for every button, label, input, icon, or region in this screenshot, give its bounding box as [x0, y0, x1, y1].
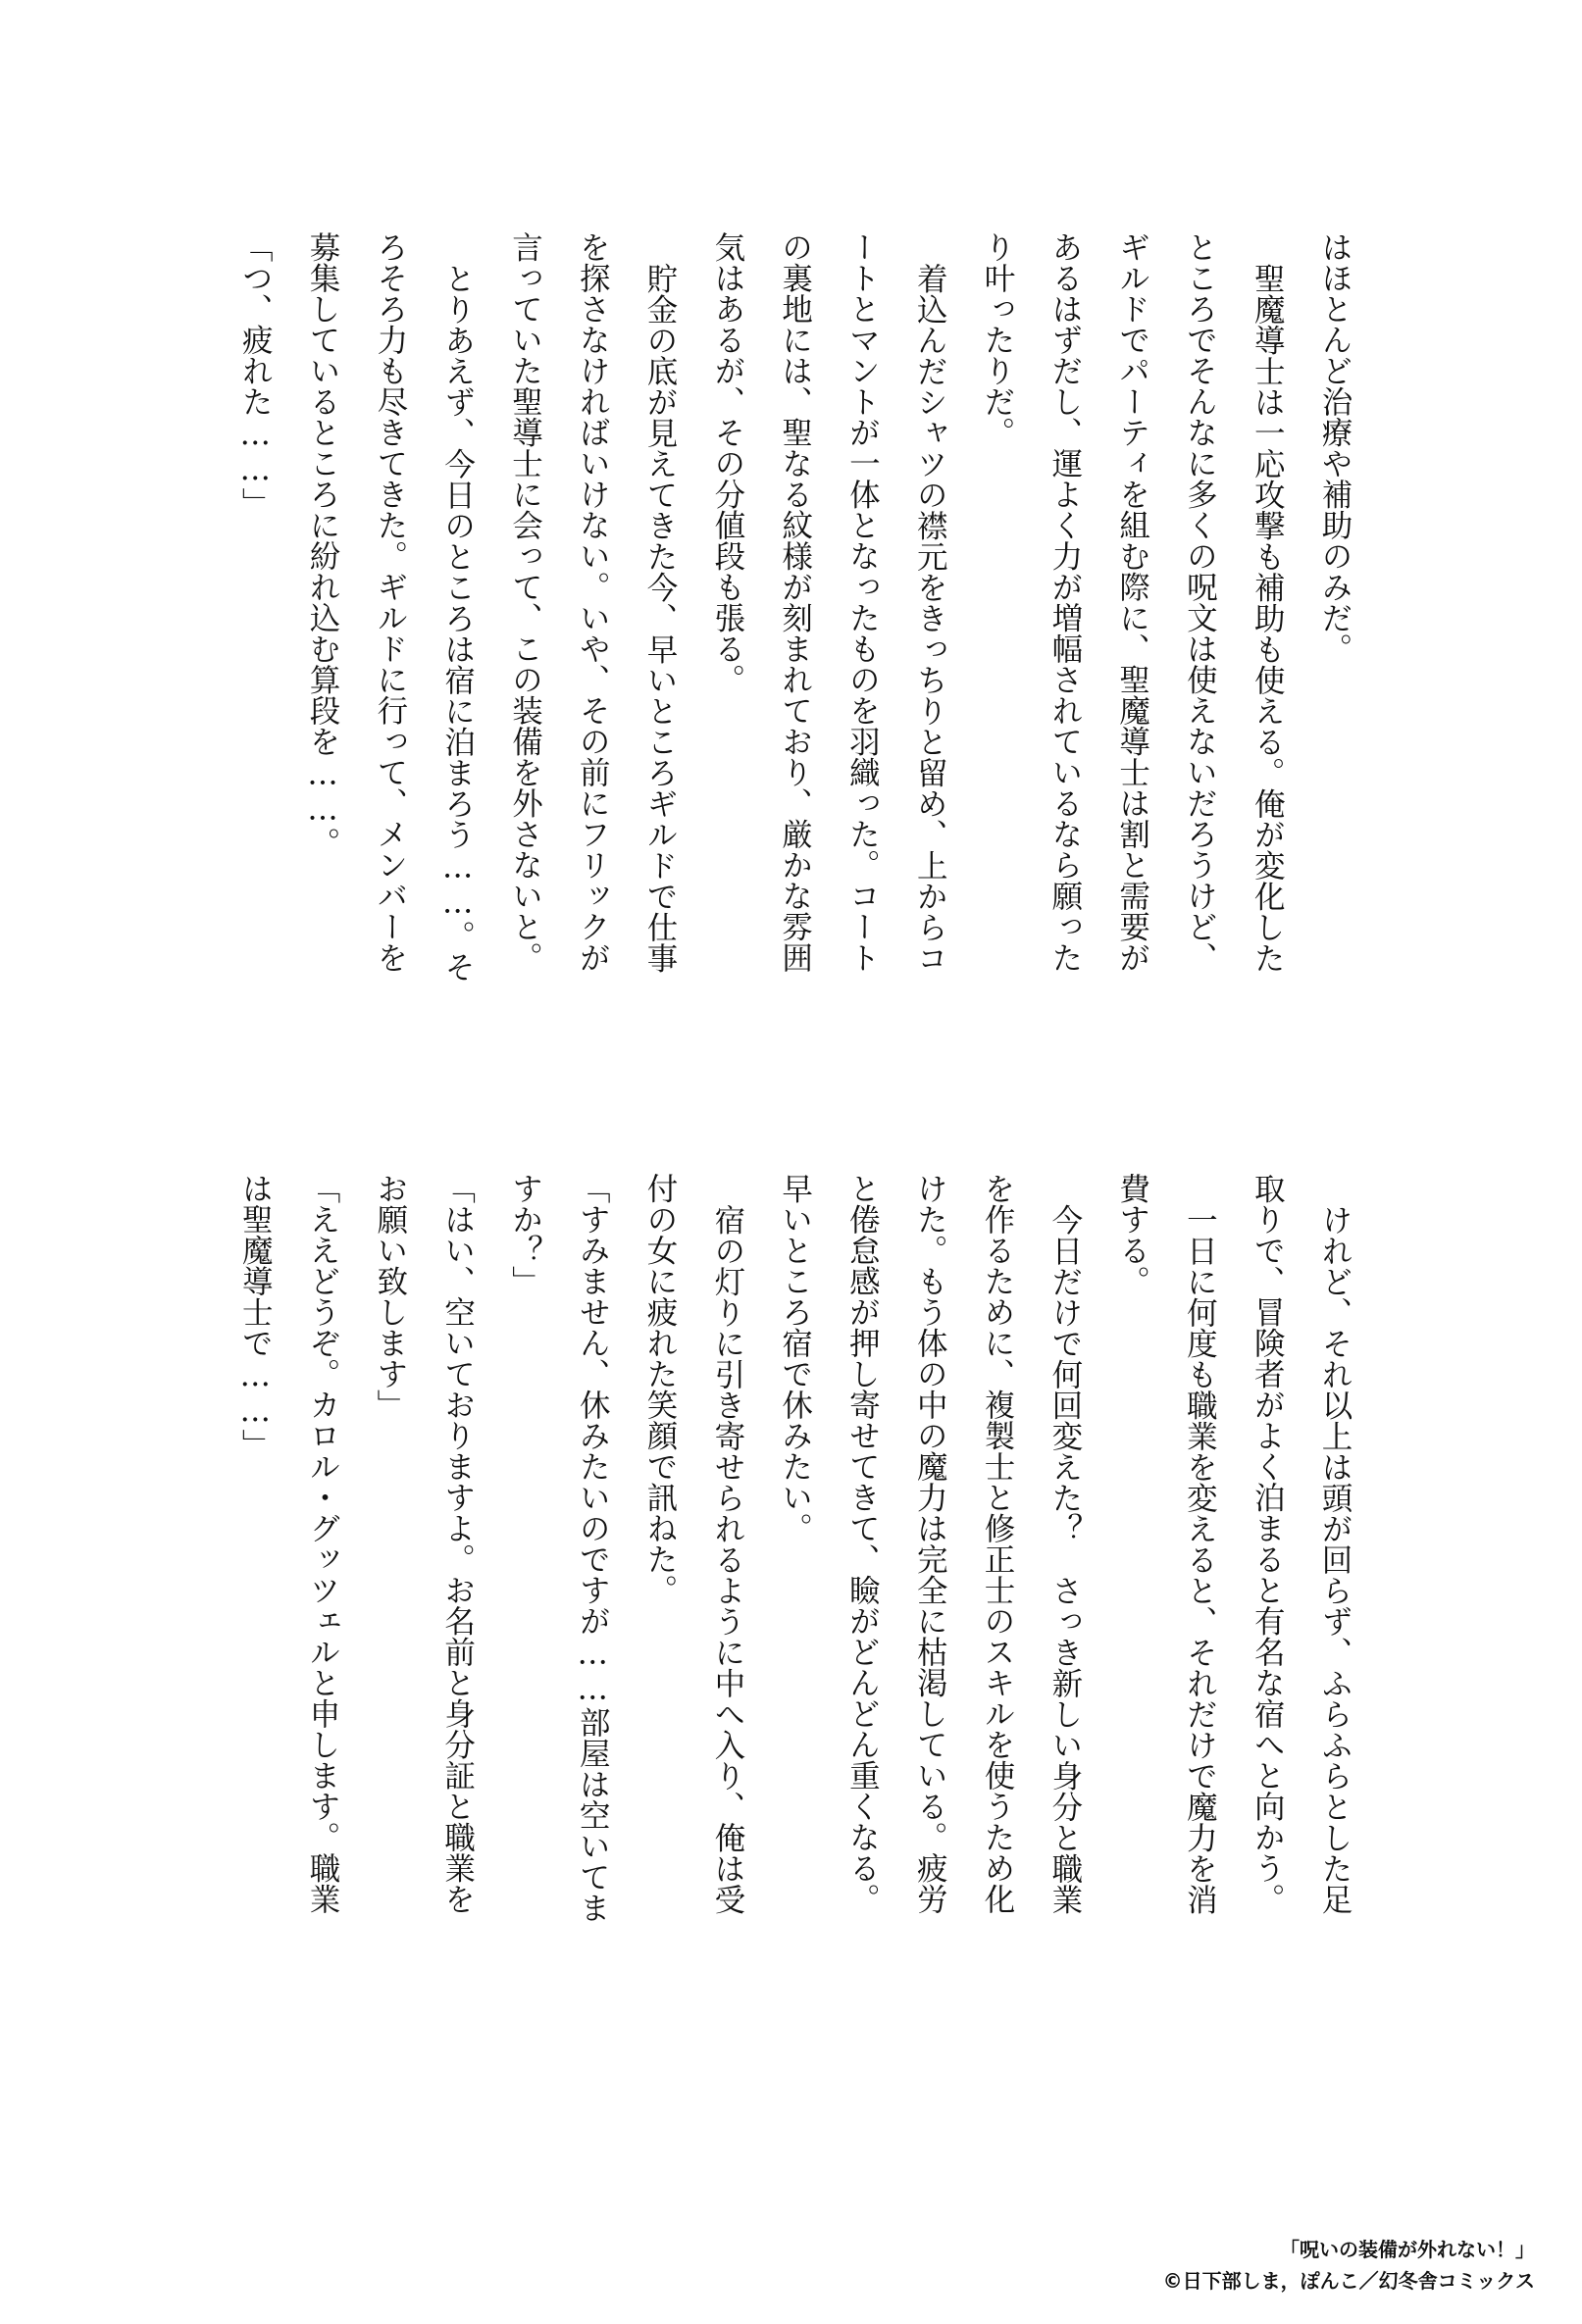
lower-text-block	[221, 1173, 1368, 2173]
text-line: 募集しているところに紛れ込む算段を……。	[305, 231, 341, 858]
text-line: 貯金の底が見えてきた今、早いところギルドで仕事	[642, 262, 679, 973]
text-line: 聖魔導士は一応攻撃も補助も使える。俺が変化した	[1250, 262, 1286, 973]
text-line: 「ええどうぞ。カロル・グッツェルと申します。職業	[305, 1173, 341, 1914]
text-line: とりあえず、今日のところは宿に泊まろう……。そ	[439, 262, 476, 982]
text-line: 早いところ宿で休みたい。	[777, 1173, 813, 1543]
text-line: り叶ったりだ。	[980, 231, 1016, 448]
text-line: と倦怠感が押し寄せてきて、瞼がどんどん重くなる。	[844, 1173, 881, 1914]
text-line: ところでそんなに多くの呪文は使えないだろうけど、	[1182, 231, 1218, 973]
text-line: 着込んだシャツの襟元をきっちりと留め、上からコ	[912, 262, 948, 973]
copyright-notice: ©日下部しま，ぽんこ／幻冬舎コミックス	[1162, 2269, 1535, 2293]
text-line: 「はい、空いておりますよ。お名前と身分証と職業を	[439, 1173, 476, 1914]
text-line: あるはずだし、運よく力が増幅されているなら願った	[1046, 231, 1083, 973]
text-line: 「つ、疲れた……」	[237, 231, 274, 519]
text-line: 付の女に疲れた笑顔で訊ねた。	[642, 1173, 679, 1605]
text-line: ギルドでパーティを組む際に、聖魔導士は割と需要が	[1114, 231, 1150, 973]
text-line: お願い致します」	[372, 1173, 408, 1420]
text-line: を探さなければいけない。いや、その前にフリックが	[575, 231, 611, 973]
text-line: ろそろ力も尽きてきた。ギルドに行って、メンバーを	[372, 231, 408, 973]
text-line: けれど、それ以上は頭が回らず、ふらふらとした足	[1317, 1203, 1352, 1914]
text-line: 費する。	[1114, 1173, 1150, 1296]
text-line: の裏地には、聖なる紋様が刻まれており、厳かな雰囲	[777, 231, 813, 973]
text-line: を作るために、複製士と修正士のスキルを使うため化	[980, 1173, 1016, 1914]
text-line: はほとんど治療や補助のみだ。	[1317, 231, 1352, 664]
book-title: 「呪いの装備が外れない！」	[1280, 2238, 1535, 2261]
text-line: 気はあるが、その分値段も張る。	[709, 231, 745, 695]
text-line: けた。もう体の中の魔力は完全に枯渇している。疲労	[912, 1173, 948, 1914]
text-line: すか？」	[507, 1173, 543, 1296]
text-line: 「すみません、休みたいのですが……部屋は空いてま	[575, 1173, 611, 1923]
text-line: 言っていた聖導士に会って、この装備を外さないと。	[507, 231, 543, 973]
text-line: 一日に何度も職業を変えると、それだけで魔力を消	[1182, 1203, 1218, 1914]
text-line: 取りで、冒険者がよく泊まると有名な宿へと向かう。	[1250, 1173, 1286, 1914]
text-line: 宿の灯りに引き寄せられるように中へ入り、俺は受	[709, 1203, 745, 1914]
text-line: は聖魔導士で……」	[237, 1173, 274, 1460]
upper-text-block	[221, 231, 1368, 1232]
text-line: 今日だけで何回変えた？ さっき新しい身分と職業	[1046, 1203, 1083, 1914]
credits	[1163, 2234, 1535, 2297]
text-line: ートとマントが一体となったものを羽織った。コート	[844, 231, 881, 973]
